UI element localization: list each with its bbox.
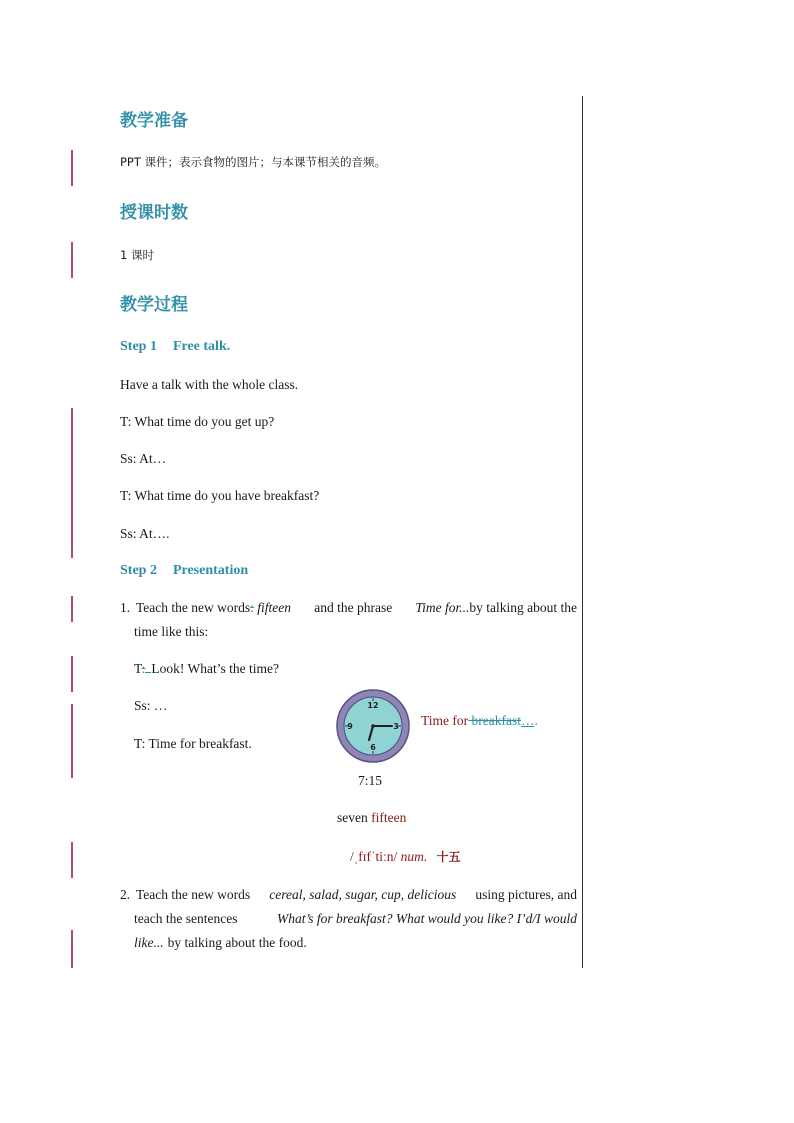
step2-name: Presentation <box>172 563 249 578</box>
item2-text-b: using pictures, and <box>475 887 577 902</box>
clock-icon <box>334 688 412 764</box>
dialog-t1 <box>134 661 279 677</box>
time-spoken <box>337 810 406 826</box>
item2-sentences: What’s for breakfast? What would you like? I’d/I would <box>277 911 577 926</box>
dialog-t1-text: Look! What’s the time? <box>151 661 279 676</box>
item2-line1 <box>136 887 577 903</box>
meaning: 十五 <box>436 850 461 864</box>
item2-words: cereal, salad, sugar, cup, delicious <box>269 887 457 902</box>
section-title-preparation: 教学准备 <box>120 111 188 131</box>
clock-number-6: 6 <box>370 743 376 752</box>
step2-heading <box>120 563 248 579</box>
section-title-process: 教学过程 <box>120 295 188 315</box>
item2-text-a: Teach the new words <box>136 887 251 902</box>
item2-sentences-end: like... <box>134 935 164 950</box>
deleted-colon: : <box>141 661 146 676</box>
item1-text-b: and the phrase <box>314 600 393 615</box>
time-digits: 7:15 <box>358 773 383 788</box>
item2-number: 2. <box>120 887 131 902</box>
phonetic-line <box>350 848 461 865</box>
revision-bar <box>71 704 73 778</box>
step1-intro: Have a talk with the whole class. <box>120 377 299 392</box>
item2-text-d: by talking about the food. <box>167 935 307 950</box>
clock-caption <box>421 713 538 729</box>
revision-bar <box>71 596 73 622</box>
dialog-t2: T: Time for breakfast. <box>134 736 252 751</box>
item1-word: fifteen <box>257 600 292 615</box>
item2-text-c: teach the sentences <box>134 911 238 926</box>
word-seven: seven <box>337 810 372 825</box>
speaker-t: T <box>134 661 142 676</box>
phonetic: /ˌfɪfˈtiːn/ <box>350 849 398 864</box>
caption-end: . <box>534 713 538 728</box>
page-margin-line <box>582 96 583 968</box>
step2-label: Step 2 <box>120 563 157 578</box>
preparation-text: PPT 课件；表示食物的图片；与本课节相关的音频。 <box>120 155 387 169</box>
revision-bar <box>71 150 73 186</box>
section-title-hours: 授课时数 <box>120 203 188 223</box>
dialog-line: T: What time do you have breakfast? <box>120 488 320 503</box>
clock-number-3: 3 <box>393 722 399 731</box>
item1-phrase: Time for... <box>415 600 470 615</box>
part-of-speech: num. <box>400 849 428 864</box>
revision-bar <box>71 656 73 692</box>
word-fifteen: fifteen <box>371 810 407 825</box>
item1-text-c: by talking about the <box>469 600 577 615</box>
step1-heading <box>120 339 230 355</box>
deleted-breakfast: breakfast <box>468 713 521 728</box>
item1-line1 <box>136 600 577 616</box>
dialog-line: T: What time do you get up? <box>120 414 275 429</box>
caption-dots: … <box>521 713 535 728</box>
revision-bar <box>71 930 73 968</box>
dialog-line: Ss: At…. <box>120 526 170 541</box>
dialog-line: Ss: At… <box>120 451 167 466</box>
dialog-ss: Ss: … <box>134 698 168 713</box>
step1-label: Step 1 <box>120 339 157 354</box>
revision-bar <box>71 842 73 878</box>
deleted-colon: : <box>250 600 254 615</box>
revision-bar <box>71 242 73 278</box>
revision-bar <box>71 408 73 558</box>
item1-line2: time like this: <box>134 624 209 639</box>
item2-line2 <box>134 911 577 927</box>
caption-time-for: Time for <box>421 713 469 728</box>
clock-number-9: 9 <box>347 722 353 731</box>
hours-text: 1 课时 <box>120 248 154 262</box>
item1-number: 1. <box>120 600 131 615</box>
item1-text-a: Teach the new words <box>136 600 251 615</box>
step1-name: Free talk. <box>172 339 231 354</box>
clock-number-12: 12 <box>367 701 379 710</box>
item2-line3 <box>134 935 307 951</box>
